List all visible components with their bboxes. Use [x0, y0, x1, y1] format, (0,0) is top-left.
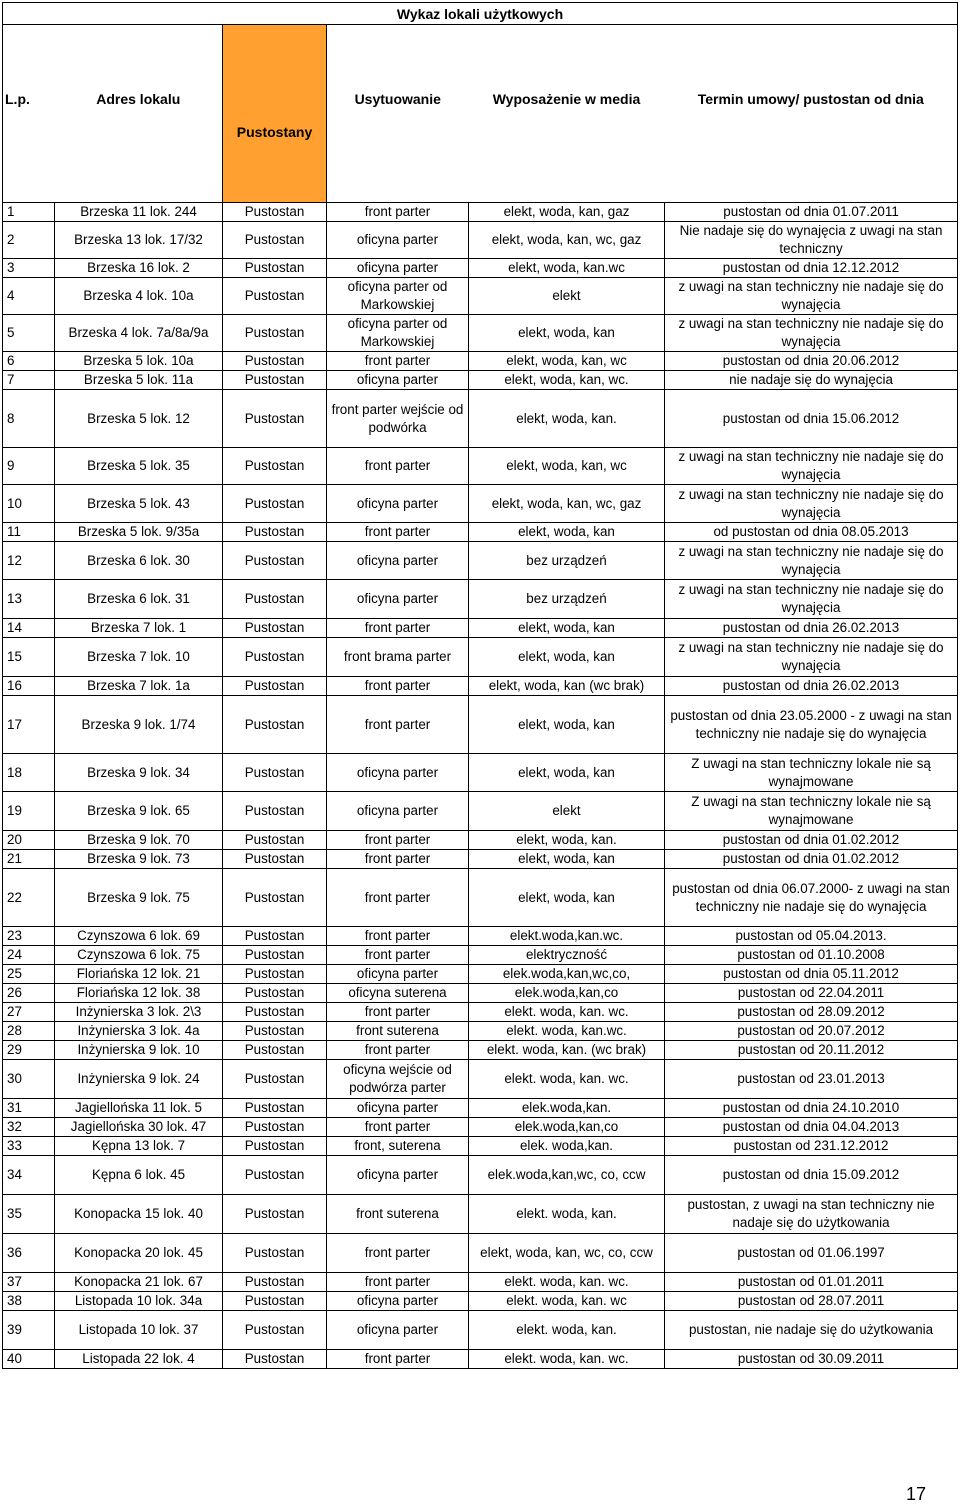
table-row [3, 485, 958, 523]
cell-usyt: front parter [327, 946, 469, 965]
cell-usyt: oficyna parter od Markowskiej [327, 278, 469, 315]
table-row [3, 677, 958, 696]
cell-termin: pustostan od 30.09.2011 [665, 1350, 958, 1369]
cell-media: elekt, woda, kan (wc brak) [469, 677, 665, 696]
table-row [3, 831, 958, 850]
cell-termin: pustostan od 01.10.2008 [665, 946, 958, 965]
cell-lp: 11 [3, 523, 55, 542]
cell-lp: 4 [3, 278, 55, 315]
cell-media: elekt, woda, kan [469, 696, 665, 754]
cell-lp: 32 [3, 1118, 55, 1137]
cell-usyt: oficyna parter [327, 222, 469, 259]
cell-media: elekt, woda, kan, wc [469, 448, 665, 485]
table-row [3, 754, 958, 792]
cell-usyt: oficyna parter [327, 371, 469, 390]
cell-adres: Brzeska 9 lok. 1/74 [55, 696, 223, 754]
cell-usyt: oficyna parter [327, 792, 469, 831]
cell-adres: Brzeska 7 lok. 1a [55, 677, 223, 696]
cell-usyt: oficyna parter [327, 754, 469, 792]
cell-lp: 7 [3, 371, 55, 390]
cell-media: elekt, woda, kan [469, 315, 665, 352]
cell-termin: pustostan od 01.01.2011 [665, 1273, 958, 1292]
cell-status: Pustostan [223, 352, 327, 371]
cell-lp: 37 [3, 1273, 55, 1292]
cell-termin: pustostan, nie nadaje się do użytkowania [665, 1311, 958, 1350]
table-row [3, 278, 958, 315]
table-row [3, 1292, 958, 1311]
cell-lp: 33 [3, 1137, 55, 1156]
cell-media: elekt, woda, kan, gaz [469, 203, 665, 222]
table-row [3, 619, 958, 638]
cell-termin: pustostan od dnia 26.02.2013 [665, 619, 958, 638]
cell-lp: 3 [3, 259, 55, 278]
header-lp: L.p. [3, 81, 55, 117]
cell-termin: z uwagi na stan techniczny nie nadaje się do wynajęcia [665, 485, 958, 523]
cell-adres: Czynszowa 6 lok. 75 [55, 946, 223, 965]
cell-termin: z uwagi na stan techniczny nie nadaje się do wynajęcia [665, 315, 958, 352]
cell-usyt: oficyna suterena [327, 984, 469, 1003]
table-row [3, 203, 958, 222]
table-row [3, 222, 958, 259]
cell-status: Pustostan [223, 1099, 327, 1118]
cell-usyt: oficyna parter [327, 542, 469, 580]
cell-adres: Inżynierska 9 lok. 24 [55, 1060, 223, 1099]
cell-adres: Brzeska 6 lok. 31 [55, 580, 223, 619]
cell-media: elekt. woda, kan. wc [469, 1292, 665, 1311]
cell-lp: 21 [3, 850, 55, 869]
cell-termin: pustostan od 28.07.2011 [665, 1292, 958, 1311]
table-row [3, 1118, 958, 1137]
cell-status: Pustostan [223, 1022, 327, 1041]
cell-adres: Kępna 13 lok. 7 [55, 1137, 223, 1156]
cell-status: Pustostan [223, 850, 327, 869]
cell-status: Pustostan [223, 1311, 327, 1350]
cell-status: Pustostan [223, 1003, 327, 1022]
cell-adres: Brzeska 9 lok. 75 [55, 869, 223, 927]
table-row [3, 965, 958, 984]
cell-termin: pustostan od 231.12.2012 [665, 1137, 958, 1156]
cell-status: Pustostan [223, 580, 327, 619]
cell-termin: pustostan od 23.01.2013 [665, 1060, 958, 1099]
table-row [3, 638, 958, 677]
cell-status: Pustostan [223, 203, 327, 222]
cell-media: elekt. woda, kan. [469, 1195, 665, 1234]
table-row [3, 1041, 958, 1060]
cell-adres: Brzeska 5 lok. 35 [55, 448, 223, 485]
cell-usyt: front parter [327, 448, 469, 485]
cell-status: Pustostan [223, 1292, 327, 1311]
cell-adres: Floriańska 12 lok. 21 [55, 965, 223, 984]
cell-media: bez urządzeń [469, 542, 665, 580]
cell-termin: Nie nadaje się do wynajęcia z uwagi na stan techniczny [665, 222, 958, 259]
cell-media: elekt [469, 792, 665, 831]
cell-status: Pustostan [223, 927, 327, 946]
table-row [3, 1137, 958, 1156]
cell-adres: Brzeska 13 lok. 17/32 [55, 222, 223, 259]
cell-status: Pustostan [223, 371, 327, 390]
cell-adres: Floriańska 12 lok. 38 [55, 984, 223, 1003]
cell-termin: z uwagi na stan techniczny nie nadaje się do wynajęcia [665, 278, 958, 315]
cell-usyt: front parter [327, 831, 469, 850]
cell-adres: Brzeska 11 lok. 244 [55, 203, 223, 222]
table-row [3, 1022, 958, 1041]
cell-status: Pustostan [223, 523, 327, 542]
cell-adres: Inżynierska 3 lok. 2\3 [55, 1003, 223, 1022]
cell-adres: Czynszowa 6 lok. 69 [55, 927, 223, 946]
cell-usyt: oficyna parter [327, 1156, 469, 1195]
cell-media: elekt. woda, kan. wc. [469, 1003, 665, 1022]
cell-status: Pustostan [223, 485, 327, 523]
cell-media: elekt, woda, kan, wc. [469, 371, 665, 390]
cell-lp: 9 [3, 448, 55, 485]
cell-status: Pustostan [223, 696, 327, 754]
cell-usyt: front parter wejście od podwórka [327, 390, 469, 448]
cell-status: Pustostan [223, 1041, 327, 1060]
cell-usyt: oficyna parter [327, 1099, 469, 1118]
table-row [3, 371, 958, 390]
cell-lp: 13 [3, 580, 55, 619]
cell-lp: 2 [3, 222, 55, 259]
cell-termin: Z uwagi na stan techniczny lokale nie są wynajmowane [665, 792, 958, 831]
cell-media: elekt, woda, kan [469, 638, 665, 677]
cell-status: Pustostan [223, 448, 327, 485]
cell-status: Pustostan [223, 1350, 327, 1369]
cell-media: elekt.woda,kan.wc. [469, 927, 665, 946]
header-row [3, 81, 958, 117]
cell-termin: pustostan od dnia 05.11.2012 [665, 965, 958, 984]
cell-status: Pustostan [223, 1234, 327, 1273]
cell-status: Pustostan [223, 946, 327, 965]
cell-termin: z uwagi na stan techniczny nie nadaje się do wynajęcia [665, 448, 958, 485]
cell-adres: Brzeska 5 lok. 11a [55, 371, 223, 390]
cell-lp: 16 [3, 677, 55, 696]
table-row [3, 1060, 958, 1099]
cell-usyt: oficyna parter [327, 580, 469, 619]
cell-termin: pustostan od 01.06.1997 [665, 1234, 958, 1273]
table-row [3, 448, 958, 485]
cell-lp: 5 [3, 315, 55, 352]
cell-media: elekt, woda, kan.wc [469, 259, 665, 278]
cell-usyt: front parter [327, 619, 469, 638]
cell-termin: z uwagi na stan techniczny nie nadaje się do wynajęcia [665, 638, 958, 677]
cell-media: elekt, woda, kan. [469, 390, 665, 448]
cell-lp: 10 [3, 485, 55, 523]
cell-lp: 39 [3, 1311, 55, 1350]
cell-lp: 40 [3, 1350, 55, 1369]
sheet-title: Wykaz lokali użytkowych [3, 3, 958, 25]
header-usytuowanie: Usytuowanie [354, 90, 441, 107]
table-row [3, 580, 958, 619]
cell-termin: pustostan od dnia 01.02.2012 [665, 850, 958, 869]
cell-lp: 30 [3, 1060, 55, 1099]
cell-adres: Brzeska 7 lok. 1 [55, 619, 223, 638]
cell-termin: z uwagi na stan techniczny nie nadaje się do wynajęcia [665, 542, 958, 580]
cell-status: Pustostan [223, 1137, 327, 1156]
cell-media: elekt. woda, kan. wc. [469, 1350, 665, 1369]
cell-lp: 27 [3, 1003, 55, 1022]
table-row [3, 1156, 958, 1195]
cell-adres: Brzeska 9 lok. 70 [55, 831, 223, 850]
cell-usyt: front parter [327, 1003, 469, 1022]
cell-lp: 14 [3, 619, 55, 638]
cell-status: Pustostan [223, 965, 327, 984]
cell-adres: Listopada 10 lok. 37 [55, 1311, 223, 1350]
table-row [3, 1099, 958, 1118]
cell-termin: pustostan od 05.04.2013. [665, 927, 958, 946]
cell-usyt: oficyna parter [327, 1292, 469, 1311]
cell-status: Pustostan [223, 542, 327, 580]
cell-media: elekt. woda, kan.wc. [469, 1022, 665, 1041]
cell-lp: 12 [3, 542, 55, 580]
cell-adres: Brzeska 5 lok. 10a [55, 352, 223, 371]
cell-termin: pustostan od dnia 24.10.2010 [665, 1099, 958, 1118]
cell-adres: Brzeska 16 lok. 2 [55, 259, 223, 278]
cell-lp: 20 [3, 831, 55, 850]
table-row [3, 792, 958, 831]
cell-lp: 24 [3, 946, 55, 965]
cell-media: elekt, woda, kan, wc [469, 352, 665, 371]
cell-status: Pustostan [223, 222, 327, 259]
cell-adres: Listopada 10 lok. 34a [55, 1292, 223, 1311]
cell-termin: pustostan od 20.11.2012 [665, 1041, 958, 1060]
cell-adres: Jagiellońska 30 lok. 47 [55, 1118, 223, 1137]
cell-usyt: front parter [327, 850, 469, 869]
cell-usyt: front suterena [327, 1195, 469, 1234]
cell-media: elekt, woda, kan, wc, co, ccw [469, 1234, 665, 1273]
cell-termin: pustostan od dnia 20.06.2012 [665, 352, 958, 371]
table-row [3, 927, 958, 946]
cell-termin: Z uwagi na stan techniczny lokale nie są wynajmowane [665, 754, 958, 792]
cell-lp: 17 [3, 696, 55, 754]
table-row [3, 1234, 958, 1273]
cell-usyt: oficyna parter [327, 965, 469, 984]
cell-usyt: oficyna parter [327, 259, 469, 278]
cell-usyt: front parter [327, 1350, 469, 1369]
cell-usyt: front parter [327, 523, 469, 542]
cell-adres: Brzeska 4 lok. 7a/8a/9a [55, 315, 223, 352]
cell-status: Pustostan [223, 1195, 327, 1234]
cell-usyt: front parter [327, 1041, 469, 1060]
table-row [3, 542, 958, 580]
cell-lp: 8 [3, 390, 55, 448]
cell-termin: pustostan od dnia 01.02.2012 [665, 831, 958, 850]
cell-adres: Brzeska 6 lok. 30 [55, 542, 223, 580]
cell-media: elekt, woda, kan, wc, gaz [469, 222, 665, 259]
cell-lp: 15 [3, 638, 55, 677]
table-row [3, 1350, 958, 1369]
cell-adres: Listopada 22 lok. 4 [55, 1350, 223, 1369]
cell-status: Pustostan [223, 315, 327, 352]
cell-lp: 25 [3, 965, 55, 984]
cell-termin: pustostan od dnia 15.06.2012 [665, 390, 958, 448]
cell-adres: Brzeska 4 lok. 10a [55, 278, 223, 315]
cell-usyt: front parter [327, 1273, 469, 1292]
cell-status: Pustostan [223, 259, 327, 278]
cell-lp: 6 [3, 352, 55, 371]
cell-usyt: front parter [327, 203, 469, 222]
cell-status: Pustostan [223, 754, 327, 792]
cell-termin: pustostan od dnia 23.05.2000 - z uwagi na stan techniczny nie nadaje się do wynajęcia [665, 696, 958, 754]
cell-adres: Brzeska 9 lok. 73 [55, 850, 223, 869]
cell-media: elekt, woda, kan [469, 850, 665, 869]
cell-status: Pustostan [223, 638, 327, 677]
cell-media: elek.woda,kan,co [469, 984, 665, 1003]
cell-termin: pustostan od dnia 12.12.2012 [665, 259, 958, 278]
cell-adres: Konopacka 15 lok. 40 [55, 1195, 223, 1234]
cell-termin: pustostan od 20.07.2012 [665, 1022, 958, 1041]
header-wyposazenie: Wyposażenie w media [492, 90, 641, 107]
cell-lp: 28 [3, 1022, 55, 1041]
cell-adres: Inżynierska 3 lok. 4a [55, 1022, 223, 1041]
table-row [3, 259, 958, 278]
cell-status: Pustostan [223, 869, 327, 927]
header-adres: Adres lokalu [96, 90, 181, 107]
cell-media: elek.woda,kan. [469, 1099, 665, 1118]
cell-adres: Brzeska 7 lok. 10 [55, 638, 223, 677]
cell-termin: z uwagi na stan techniczny nie nadaje się do wynajęcia [665, 580, 958, 619]
table-row [3, 523, 958, 542]
table-row [3, 352, 958, 371]
page-number: 17 [906, 1484, 927, 1504]
cell-usyt: front brama parter [327, 638, 469, 677]
cell-media: elekt [469, 278, 665, 315]
table-row [3, 1195, 958, 1234]
cell-usyt: front parter [327, 352, 469, 371]
cell-media: elekt. woda, kan. wc. [469, 1060, 665, 1099]
table-row [3, 946, 958, 965]
cell-usyt: oficyna wejście od podwórza parter [327, 1060, 469, 1099]
cell-status: Pustostan [223, 1118, 327, 1137]
cell-usyt: front suterena [327, 1022, 469, 1041]
cell-status: Pustostan [223, 1156, 327, 1195]
cell-lp: 22 [3, 869, 55, 927]
cell-lp: 23 [3, 927, 55, 946]
cell-lp: 29 [3, 1041, 55, 1060]
table-row [3, 850, 958, 869]
cell-adres: Brzeska 5 lok. 43 [55, 485, 223, 523]
cell-usyt: front parter [327, 677, 469, 696]
cell-media: elek.woda,kan,co [469, 1118, 665, 1137]
cell-usyt: front, suterena [327, 1137, 469, 1156]
cell-usyt: front parter [327, 927, 469, 946]
cell-adres: Konopacka 20 lok. 45 [55, 1234, 223, 1273]
cell-lp: 19 [3, 792, 55, 831]
cell-lp: 34 [3, 1156, 55, 1195]
cell-status: Pustostan [223, 1273, 327, 1292]
cell-lp: 36 [3, 1234, 55, 1273]
cell-status: Pustostan [223, 619, 327, 638]
cell-media: elekt. woda, kan. wc. [469, 1273, 665, 1292]
cell-media: elekt, woda, kan. [469, 831, 665, 850]
cell-status: Pustostan [223, 1060, 327, 1099]
cell-status: Pustostan [223, 677, 327, 696]
cell-lp: 38 [3, 1292, 55, 1311]
cell-adres: Brzeska 5 lok. 12 [55, 390, 223, 448]
table-row [3, 869, 958, 927]
cell-status: Pustostan [223, 390, 327, 448]
cell-media: elekt, woda, kan [469, 619, 665, 638]
table-row [3, 984, 958, 1003]
cell-status: Pustostan [223, 792, 327, 831]
cell-lp: 35 [3, 1195, 55, 1234]
cell-adres: Inżynierska 9 lok. 10 [55, 1041, 223, 1060]
cell-termin: pustostan od 22.04.2011 [665, 984, 958, 1003]
cell-media: elektryczność [469, 946, 665, 965]
cell-media: elek.woda,kan,wc, co, ccw [469, 1156, 665, 1195]
cell-status: Pustostan [223, 278, 327, 315]
cell-status: Pustostan [223, 984, 327, 1003]
cell-lp: 18 [3, 754, 55, 792]
cell-media: bez urządzeń [469, 580, 665, 619]
table-row [3, 1273, 958, 1292]
cell-termin: pustostan, z uwagi na stan techniczny nie nadaje się do użytkowania [665, 1195, 958, 1234]
cell-usyt: oficyna parter [327, 485, 469, 523]
cell-termin: pustostan od dnia 26.02.2013 [665, 677, 958, 696]
cell-media: elekt. woda, kan. (wc brak) [469, 1041, 665, 1060]
cell-termin: nie nadaje się do wynajęcia [665, 371, 958, 390]
premises-table [2, 2, 958, 1369]
cell-adres: Brzeska 9 lok. 65 [55, 792, 223, 831]
cell-media: elekt, woda, kan, wc, gaz [469, 485, 665, 523]
cell-lp: 26 [3, 984, 55, 1003]
cell-media: elekt, woda, kan [469, 523, 665, 542]
cell-usyt: oficyna parter [327, 1311, 469, 1350]
cell-lp: 31 [3, 1099, 55, 1118]
cell-media: elekt, woda, kan [469, 869, 665, 927]
cell-usyt: front parter [327, 696, 469, 754]
cell-termin: pustostan od 28.09.2012 [665, 1003, 958, 1022]
cell-adres: Brzeska 5 lok. 9/35a [55, 523, 223, 542]
cell-adres: Jagiellońska 11 lok. 5 [55, 1099, 223, 1118]
cell-adres: Brzeska 9 lok. 34 [55, 754, 223, 792]
cell-termin: pustostan od dnia 01.07.2011 [665, 203, 958, 222]
cell-adres: Kępna 6 lok. 45 [55, 1156, 223, 1195]
cell-status: Pustostan [223, 831, 327, 850]
title-row [3, 3, 958, 25]
cell-lp: 1 [3, 203, 55, 222]
table-row [3, 1311, 958, 1350]
cell-media: elekt, woda, kan [469, 754, 665, 792]
table-row [3, 1003, 958, 1022]
cell-media: elekt. woda, kan. [469, 1311, 665, 1350]
cell-usyt: front parter [327, 869, 469, 927]
table-row [3, 390, 958, 448]
cell-termin: pustostan od dnia 06.07.2000- z uwagi na stan techniczny nie nadaje się do wynajęcia [665, 869, 958, 927]
cell-usyt: front parter [327, 1118, 469, 1137]
header-status: Pustostany [223, 117, 327, 147]
cell-termin: pustostan od dnia 15.09.2012 [665, 1156, 958, 1195]
header-termin: Termin umowy/ pustostan od dnia [665, 81, 958, 117]
cell-adres: Konopacka 21 lok. 67 [55, 1273, 223, 1292]
table-row [3, 696, 958, 754]
cell-termin: od pustostan od dnia 08.05.2013 [665, 523, 958, 542]
cell-usyt: front parter [327, 1234, 469, 1273]
table-row [3, 315, 958, 352]
cell-termin: pustostan od dnia 04.04.2013 [665, 1118, 958, 1137]
cell-usyt: oficyna parter od Markowskiej [327, 315, 469, 352]
cell-media: elek. woda,kan. [469, 1137, 665, 1156]
cell-media: elek.woda,kan,wc,co, [469, 965, 665, 984]
